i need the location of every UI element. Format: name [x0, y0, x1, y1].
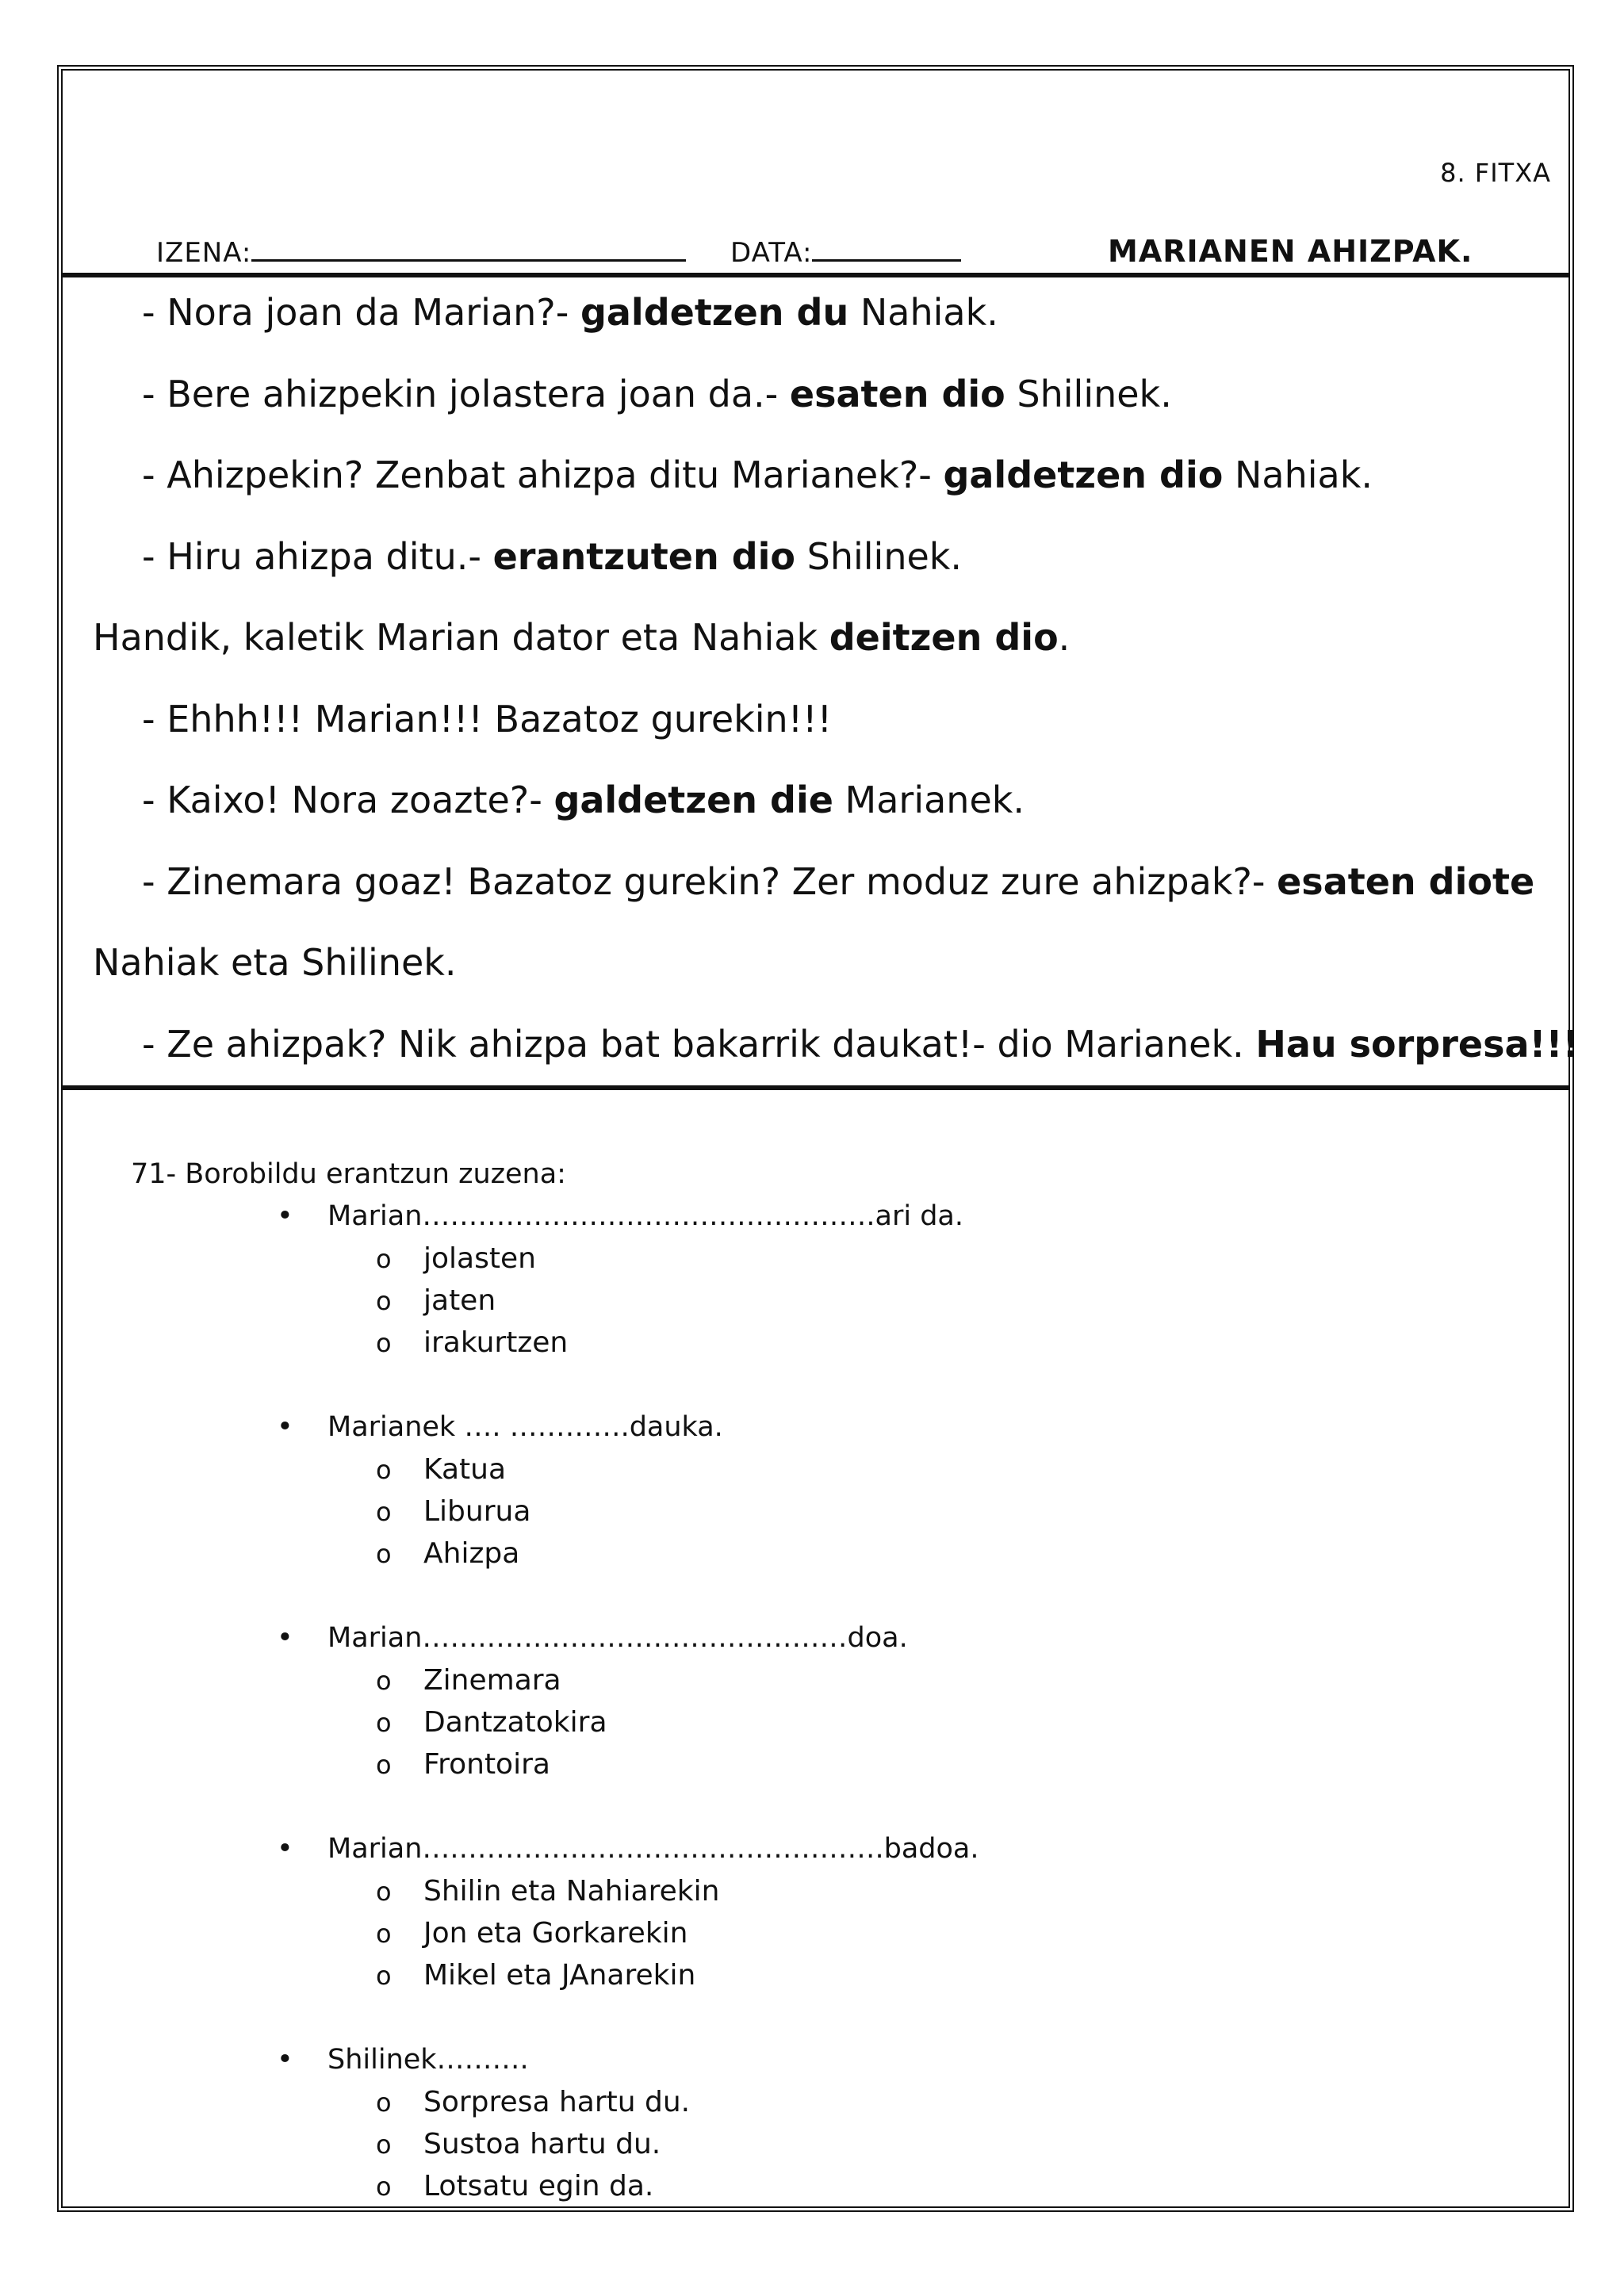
question-text: Shilinek………. — [327, 2044, 529, 2076]
story-line — [142, 698, 832, 740]
story-text-segment: Shilinek. — [795, 534, 963, 578]
bullet-icon: • — [277, 2044, 293, 2076]
answer-option-label: Sorpresa hartu du. — [423, 2086, 691, 2118]
question-prompt — [277, 1411, 723, 1443]
story-text-segment: Nahiak eta Shilinek. — [93, 941, 457, 984]
circle-bullet-icon: o — [376, 1708, 392, 1738]
circle-bullet-icon: o — [376, 1961, 392, 1991]
answer-option-label: Shilin eta Nahiarekin — [423, 1875, 720, 1908]
question-prompt — [277, 1200, 963, 1232]
circle-bullet-icon: o — [376, 1497, 392, 1527]
story-line — [142, 1023, 1579, 1066]
question-text: Marian………………………………………….ari da. — [327, 1200, 963, 1232]
circle-bullet-icon: o — [376, 1750, 392, 1780]
circle-bullet-icon: o — [376, 1919, 392, 1949]
answer-option-label: Liburua — [423, 1495, 531, 1528]
story-line — [93, 941, 457, 984]
answer-option-label: Mikel eta JAnarekin — [423, 1959, 696, 1992]
circle-bullet-icon: o — [376, 2087, 392, 2118]
story-line — [142, 453, 1373, 496]
story-line — [93, 616, 1070, 659]
date-field[interactable] — [730, 235, 961, 269]
story-text-segment: . — [1058, 616, 1071, 659]
answer-option-label: Dantzatokira — [423, 1706, 607, 1739]
story-bold-verb: galdetzen du — [580, 291, 849, 334]
worksheet-title: MARIANEN AHIZPAK. — [1108, 234, 1473, 269]
circle-bullet-icon: o — [376, 2172, 392, 2202]
story-text-segment: - Bere ahizpekin jolastera joan da.- — [142, 372, 790, 415]
question-prompt — [277, 1622, 908, 1654]
exercise-instruction: 71- Borobildu erantzun zuzena: — [131, 1158, 566, 1190]
story-text-segment: Nahiak. — [1223, 453, 1373, 496]
circle-bullet-icon: o — [376, 1328, 392, 1358]
answer-option[interactable] — [376, 2128, 661, 2160]
answer-option[interactable] — [376, 1326, 568, 1359]
bullet-icon: • — [277, 1833, 293, 1865]
story-text-segment: - Ze ahizpak? Nik ahizpa bat bakarrik daukat!- dio Marianek. — [142, 1022, 1256, 1066]
bullet-icon: • — [277, 1200, 293, 1232]
circle-bullet-icon: o — [376, 1666, 392, 1696]
story-bold-verb: galdetzen dio — [943, 453, 1224, 496]
answer-option-label: Zinemara — [423, 1664, 561, 1697]
circle-bullet-icon: o — [376, 1286, 392, 1316]
story-bold-verb: erantzuten dio — [492, 534, 796, 578]
story-bold-verb: galdetzen die — [553, 779, 833, 821]
story-text-segment: - Nora joan da Marian?- — [142, 291, 580, 334]
answer-option[interactable] — [376, 1706, 607, 1739]
circle-bullet-icon: o — [376, 1539, 392, 1569]
answer-option[interactable] — [376, 1495, 530, 1528]
story-bold-verb: deitzen dio — [829, 616, 1059, 659]
name-blank-line[interactable] — [251, 235, 686, 262]
story-line — [142, 291, 998, 334]
answer-option[interactable] — [376, 1284, 496, 1317]
header-divider — [63, 273, 1568, 277]
answer-option[interactable] — [376, 1875, 719, 1908]
story-line — [142, 779, 1025, 821]
answer-option[interactable] — [376, 1748, 550, 1781]
circle-bullet-icon: o — [376, 1877, 392, 1907]
story-bold-verb: esaten dio — [789, 372, 1005, 415]
question-prompt — [277, 1833, 979, 1865]
answer-option[interactable] — [376, 1453, 506, 1486]
date-blank-line[interactable] — [812, 235, 961, 262]
story-divider — [63, 1085, 1568, 1090]
answer-option[interactable] — [376, 2086, 690, 2118]
bullet-icon: • — [277, 1411, 293, 1443]
answer-option[interactable] — [376, 1537, 519, 1570]
answer-option[interactable] — [376, 1917, 688, 1950]
circle-bullet-icon: o — [376, 2130, 392, 2160]
answer-option[interactable] — [376, 1664, 561, 1697]
story-line — [142, 373, 1172, 415]
story-text-segment: Handik, kaletik Marian dator eta Nahiak — [93, 616, 829, 659]
story-bold-verb: Hau sorpresa!!! — [1255, 1022, 1580, 1066]
name-label: IZENA: — [156, 237, 252, 269]
answer-option[interactable] — [376, 1959, 695, 1992]
answer-option-label: Ahizpa — [423, 1537, 520, 1570]
story-text-segment: - Ahizpekin? Zenbat ahizpa ditu Marianek?- — [142, 453, 944, 496]
answer-option-label: Katua — [423, 1453, 507, 1486]
name-field[interactable] — [156, 235, 686, 269]
story-text-segment: - Ehhh!!! Marian!!! Bazatoz gurekin!!! — [142, 697, 833, 740]
worksheet-frame — [57, 65, 1580, 2212]
question-text: Marian….……………………………………….badoa. — [327, 1833, 979, 1865]
story-text-segment: - Kaixo! Nora zoazte?- — [142, 779, 554, 821]
sheet-number: 8. FITXA — [1440, 158, 1551, 188]
story-bold-verb: esaten diote — [1277, 859, 1535, 903]
story-text-segment: Marianek. — [833, 779, 1025, 821]
story-text-segment: Shilinek. — [1005, 372, 1172, 415]
answer-option-label: irakurtzen — [423, 1326, 569, 1359]
answer-option-label: jaten — [423, 1284, 496, 1317]
circle-bullet-icon: o — [376, 1244, 392, 1274]
answer-option-label: jolasten — [423, 1242, 536, 1275]
answer-option[interactable] — [376, 1242, 536, 1275]
question-text: Marian…….…………………………………doa. — [327, 1622, 908, 1654]
date-label: DATA: — [730, 237, 813, 269]
question-text: Marianek …. ………….dauka. — [327, 1411, 723, 1443]
answer-option-label: Sustoa hartu du. — [423, 2128, 661, 2160]
bullet-icon: • — [277, 1622, 293, 1654]
story-line — [142, 860, 1534, 903]
story-text-segment: - Zinemara goaz! Bazatoz gurekin? Zer moduz zure ahizpak?- — [142, 859, 1277, 903]
question-prompt — [277, 2044, 529, 2076]
story-line — [142, 535, 962, 578]
story-text-segment: Nahiak. — [848, 291, 998, 334]
answer-option[interactable] — [376, 2170, 653, 2202]
answer-option-label: Jon eta Gorkarekin — [423, 1917, 688, 1950]
circle-bullet-icon: o — [376, 1455, 392, 1485]
story-text-segment: - Hiru ahizpa ditu.- — [142, 534, 493, 578]
answer-option-label: Frontoira — [423, 1748, 550, 1781]
answer-option-label: Lotsatu egin da. — [423, 2170, 654, 2202]
